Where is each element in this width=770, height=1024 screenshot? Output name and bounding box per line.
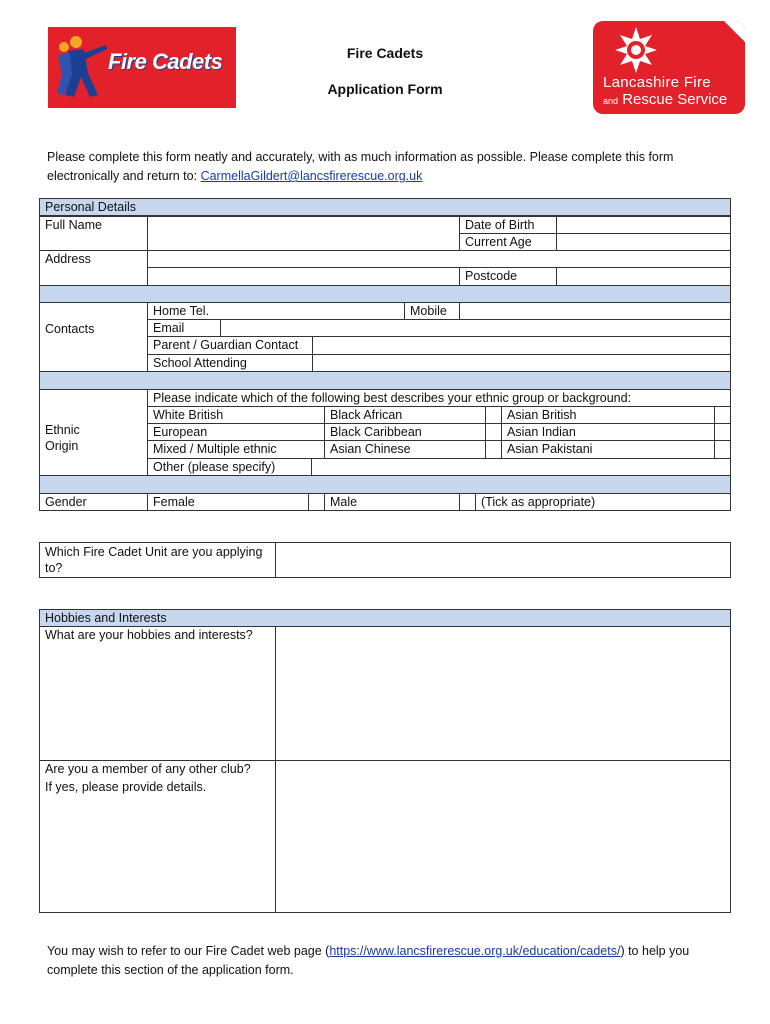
page-title: Fire Cadets (346, 45, 424, 61)
hobbies-question: What are your hobbies and interests? (39, 626, 276, 761)
unit-field[interactable] (275, 542, 731, 578)
ethnic-option: Asian Indian (501, 423, 715, 441)
ethnic-checkbox[interactable] (714, 406, 731, 424)
gender-label: Gender (39, 493, 148, 511)
section-divider (39, 285, 731, 303)
address-line1-field[interactable] (147, 250, 731, 268)
contact-email-link[interactable]: CarmellaGildert@lancsfirerescue.org.uk (200, 169, 423, 183)
age-field[interactable] (556, 233, 731, 251)
gender-male-label: Male (324, 493, 460, 511)
ethnic-option: Asian Pakistani (501, 440, 715, 459)
full-name-field[interactable] (147, 216, 460, 251)
ethnic-option: Mixed / Multiple ethnic (147, 440, 325, 459)
ethnic-option: Black African (324, 406, 486, 424)
lancashire-fire-logo (593, 21, 745, 114)
gender-male-checkbox[interactable] (459, 493, 476, 511)
dob-field[interactable] (556, 216, 731, 234)
page-subtitle: Application Form (327, 81, 443, 97)
tick-note: (Tick as appropriate) (475, 493, 731, 511)
contacts-label: Contacts (39, 302, 148, 372)
mobile-field[interactable] (459, 302, 731, 320)
ethnic-prompt: Please indicate which of the following best describes your ethnic group or background: (147, 389, 731, 407)
email-label: Email (147, 319, 221, 337)
fire-service-crest-icon (611, 25, 661, 75)
gender-female-checkbox[interactable] (308, 493, 325, 511)
ethnic-option: European (147, 423, 325, 441)
ethnic-checkbox[interactable] (485, 440, 502, 459)
cadets-figures-icon (54, 33, 109, 103)
dob-label: Date of Birth (459, 216, 557, 234)
gender-female-label: Female (147, 493, 309, 511)
hobbies-heading: Hobbies and Interests (39, 609, 731, 627)
school-label: School Attending (147, 354, 313, 372)
logo-corner-decoration (715, 21, 745, 51)
ethnic-option: Black Caribbean (324, 423, 486, 441)
section-divider (39, 475, 731, 494)
mobile-label: Mobile (404, 302, 460, 320)
postcode-field[interactable] (556, 267, 731, 286)
intro-paragraph: Please complete this form neatly and accurately, with as much information as possible. Please complete this form electronically and return to: CarmellaGildert@lancsfirerescue.org.uk (47, 150, 674, 183)
full-name-label: Full Name (39, 216, 148, 251)
hobbies-field[interactable] (275, 626, 731, 761)
club-field[interactable] (275, 760, 731, 913)
ethnic-option-other: Other (please specify) (147, 458, 312, 476)
lfrs-logo-line1: Lancashire Fire (603, 74, 711, 91)
fire-cadets-logo-text: Fire Cadets (108, 49, 223, 74)
postcode-label: Postcode (459, 267, 557, 286)
ethnic-checkbox[interactable] (714, 423, 731, 441)
ethnic-option: White British (147, 406, 325, 424)
fire-cadets-logo (48, 27, 236, 108)
email-field[interactable] (220, 319, 731, 337)
ethnic-origin-label: Ethnic Origin (39, 389, 148, 476)
guardian-contact-label: Parent / Guardian Contact (147, 336, 313, 355)
address-label: Address (39, 250, 148, 286)
age-label: Current Age (459, 233, 557, 251)
section-divider (39, 371, 731, 390)
school-field[interactable] (312, 354, 731, 372)
personal-details-heading: Personal Details (39, 198, 731, 216)
ethnic-option: Asian Chinese (324, 440, 486, 459)
ethnic-checkbox[interactable] (485, 406, 502, 424)
ethnic-checkbox[interactable] (485, 423, 502, 441)
address-line2-field[interactable] (147, 267, 460, 286)
ethnic-option: Asian British (501, 406, 715, 424)
home-tel-label: Home Tel. (147, 302, 405, 320)
ethnic-other-field[interactable] (311, 458, 731, 476)
footer-note: You may wish to refer to our Fire Cadet web page (https://www.lancsfirerescue.org.uk/education/cadets/) to help you complete this section of the application form. (47, 944, 690, 977)
lfrs-logo-line2: and Rescue Service (603, 91, 728, 108)
guardian-contact-field[interactable] (312, 336, 731, 355)
unit-question: Which Fire Cadet Unit are you applying to? (39, 542, 276, 578)
cadets-web-link[interactable]: https://www.lancsfirerescue.org.uk/education/cadets/ (329, 944, 621, 958)
club-question: Are you a member of any other club? If yes, please provide details. (39, 760, 276, 913)
ethnic-checkbox[interactable] (714, 440, 731, 459)
